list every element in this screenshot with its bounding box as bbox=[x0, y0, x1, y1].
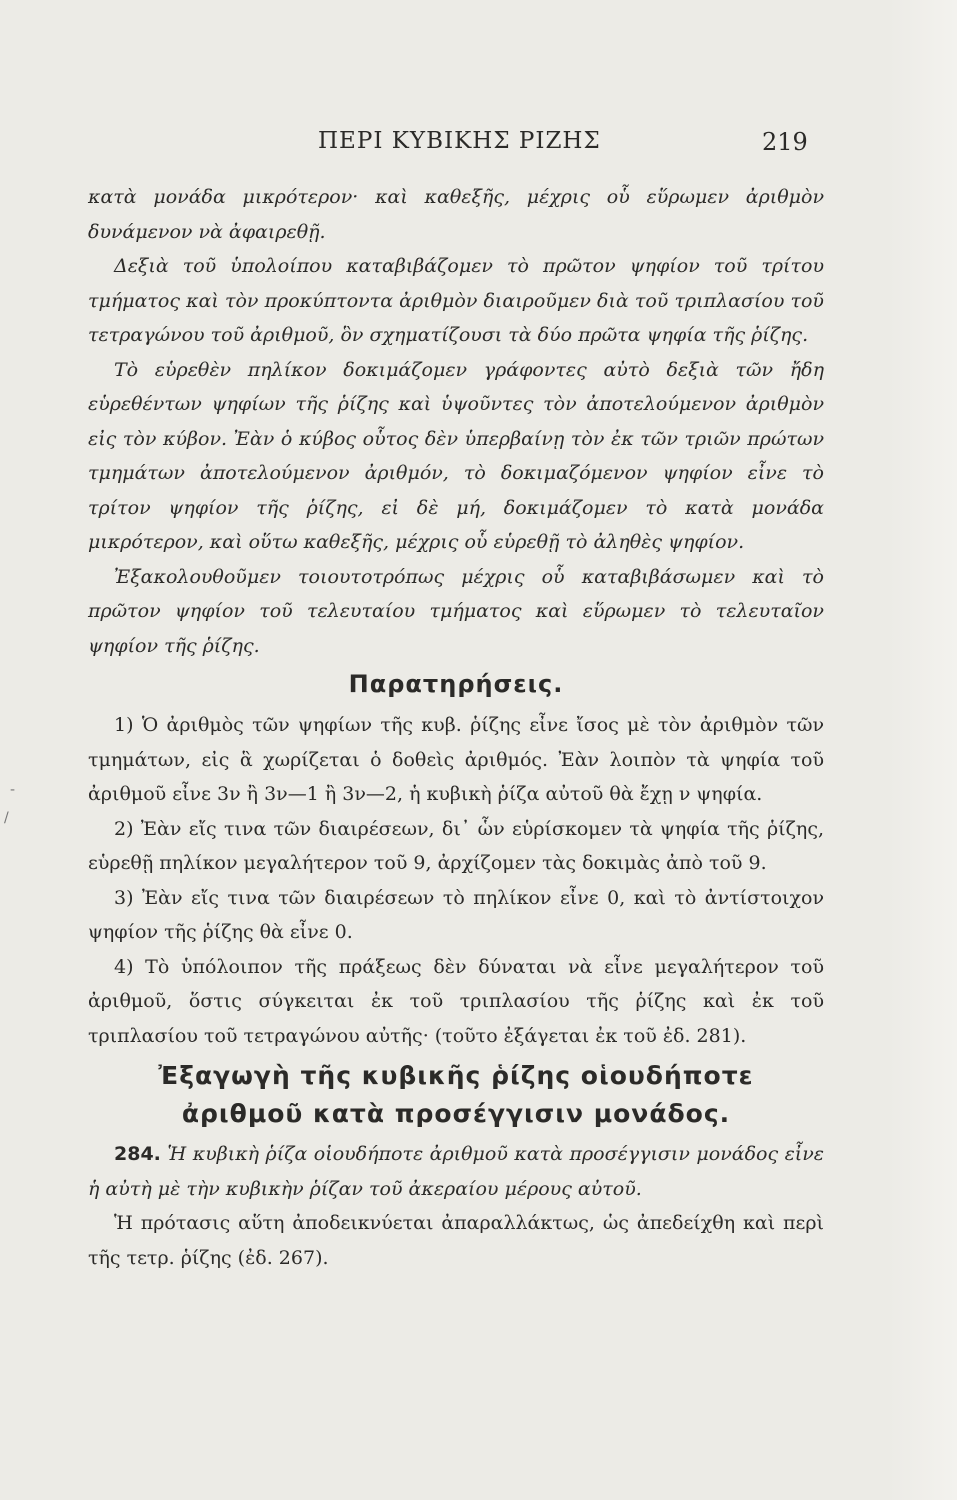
paragraph-test-quotient: Τὸ εὑρεθὲν πηλίκον δοκιμάζομεν γράφοντες αὐτὸ δεξιὰ τῶν ἤδη εὑρεθέντων ψηφίων τῆς ῥίζης καὶ ὑψοῦντες τὸν ἀποτελούμενον ἀριθμὸν εἰς τὸν κύβον. Ἐὰν ὁ κύβος οὗτος δὲν ὑπερβαίνῃ τὸν ἐκ τῶν τριῶν πρώτων τμημάτων ἀποτελούμενον ἀριθμόν, τὸ δοκιμαζόμενον ψηφίον εἶνε τὸ τρίτον ψηφίον τῆς ῥίζης, εἰ δὲ μή, δοκιμάζομεν τὸ κατὰ μονάδα μικρότερον, καὶ οὕτω καθεξῆς, μέχρις οὗ εὑρεθῇ τὸ ἀληθὲς ψηφίον. bbox=[88, 358, 824, 553]
remark-3: 3) Ἐὰν εἴς τινα τῶν διαιρέσεων τὸ πηλίκον εἶνε 0, καὶ τὸ ἀντίστοιχον ψηφίον τῆς ῥίζης θὰ εἶνε 0. bbox=[88, 886, 824, 943]
remark-1: 1) Ὁ ἀριθμὸς τῶν ψηφίων τῆς κυβ. ῥίζης εἶνε ἴσος μὲ τὸν ἀριθμὸν τῶν τμημάτων, εἰς ἃ χωρίζεται ὁ δοθεὶς ἀριθμός. Ἐὰν λοιπὸν τὰ ψηφία τοῦ ἀριθμοῦ εἶνε 3ν ἢ 3ν—1 ἢ 3ν—2, ἡ κυβικὴ ῥίζα αὐτοῦ θὰ ἔχῃ ν ψηφία. bbox=[88, 714, 824, 805]
paragraph-bring-down: Δεξιὰ τοῦ ὑπολοίπου καταβιβάζομεν τὸ πρῶτον ψηφίον τοῦ τρίτου τμήματος καὶ τὸν προκύπτοντα ἀριθμὸν διαιροῦμεν διὰ τοῦ τριπλασίου τοῦ τετραγώνου τοῦ ἀριθμοῦ, ὃν σχηματίζουσι τὰ δύο πρῶτα ψηφία τῆς ῥίζης. bbox=[88, 255, 824, 346]
margin-dash-mark: - bbox=[10, 782, 16, 798]
proposition-statement: Ἡ κυβικὴ ῥίζα οἱουδήποτε ἀριθμοῦ κατὰ προσέγγισιν μονάδος εἶνε ἡ αὐτὴ μὲ τὴν κυβικὴν ῥίζαν τοῦ ἀκεραίου μέρους αὐτοῦ. bbox=[88, 1143, 824, 1200]
section-number: 284. bbox=[114, 1143, 161, 1165]
page-edge bbox=[887, 0, 957, 1500]
proposition-proof: Ἡ πρότασις αὕτη ἀποδεικνύεται ἀπαραλλάκτως, ὡς ἀπεδείχθη καὶ περὶ τῆς τετρ. ῥίζης (ἐδ. 267). bbox=[88, 1212, 824, 1269]
remark-4: 4) Τὸ ὑπόλοιπον τῆς πράξεως δὲν δύναται νὰ εἶνε μεγαλήτερον τοῦ ἀριθμοῦ, ὅστις σύγκειται ἐκ τοῦ τριπλασίου τῆς ῥίζης καὶ ἐκ τοῦ τριπλασίου τοῦ τετραγώνου αὐτῆς· (τοῦτο ἐξάγεται ἐκ τοῦ ἐδ. 281). bbox=[88, 955, 824, 1047]
margin-slash-mark: / bbox=[4, 810, 9, 826]
remark-2: 2) Ἐὰν εἴς τινα τῶν διαιρέσεων, δι᾽ ὧν εὑρίσκομεν τὰ ψηφία τῆς ῥίζης, εὑρεθῇ πηλίκον μεγαλήτερον τοῦ 9, ἀρχίζομεν τὰς δοκιμὰς ἀπὸ τοῦ 9. bbox=[88, 817, 824, 874]
paragraph-continuation: κατὰ μονάδα μικρότερον· καὶ καθεξῆς, μέχρις οὗ εὕρωμεν ἀριθμὸν δυνάμενον νὰ ἀφαιρεθῇ. bbox=[88, 186, 824, 243]
remarks-heading: Παρατηρήσεις. bbox=[348, 670, 564, 698]
page-header bbox=[0, 128, 957, 168]
page-body bbox=[88, 180, 824, 1275]
paragraph-continue: Ἐξακολουθοῦμεν τοιουτοτρόπως μέχρις οὗ καταβιβάσωμεν καὶ τὸ πρῶτον ψηφίον τοῦ τελευταίου τμήματος καὶ εὕρωμεν τὸ τελευταῖον ψηφίον τῆς ῥίζης. bbox=[88, 565, 824, 657]
section-heading-line-1: Ἐξαγωγὴ τῆς κυβικῆς ῥίζης οἱουδήποτε bbox=[158, 1061, 754, 1090]
section-heading bbox=[88, 1057, 824, 1133]
proposition-284 bbox=[88, 1137, 824, 1206]
running-head: ΠΕΡΙ ΚΥΒΙΚΗΣ ΡΙΖΗΣ bbox=[318, 128, 601, 154]
section-heading-line-2: ἀριθμοῦ κατὰ προσέγγισιν μονάδος. bbox=[181, 1099, 731, 1128]
page-number: 219 bbox=[762, 128, 808, 156]
